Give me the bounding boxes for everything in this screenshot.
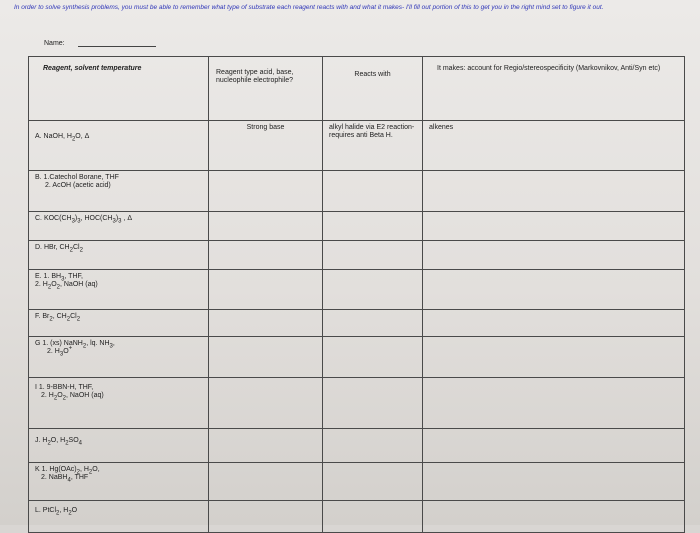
reacts-cell-f[interactable] bbox=[323, 310, 423, 337]
reacts-cell-a[interactable]: alkyl halide via E2 reaction- requires anti Beta H. bbox=[323, 121, 423, 171]
makes-cell-j[interactable] bbox=[423, 429, 685, 463]
reacts-cell-i[interactable] bbox=[323, 378, 423, 429]
header-type: Reagent type acid, base, nucleophile electrophile? bbox=[209, 57, 323, 121]
type-cell-f[interactable] bbox=[209, 310, 323, 337]
type-cell-e[interactable] bbox=[209, 270, 323, 310]
reacts-cell-k[interactable] bbox=[323, 463, 423, 501]
header-reacts-with: Reacts with bbox=[323, 57, 423, 121]
table-row bbox=[29, 121, 685, 171]
reagent-c: C. KOC(CH3)3, HOC(CH3)3 , Δ bbox=[29, 212, 209, 241]
reagent-e: E. 1. BH3, THF, 2. H2O2, NaOH (aq) bbox=[29, 270, 209, 310]
header-reagent: Reagent, solvent temperature bbox=[29, 57, 209, 121]
reagent-l: L. PtCl2, H2O bbox=[29, 501, 209, 533]
reacts-cell-e[interactable] bbox=[323, 270, 423, 310]
reacts-cell-b[interactable] bbox=[323, 171, 423, 212]
intro-text: In order to solve synthesis problems, you must be able to remember what type of substrate each reagent reacts with and what it makes- I'll fill out portion of this to get you in the right mind set to figure it out. bbox=[14, 4, 604, 11]
table-row bbox=[29, 463, 685, 501]
makes-cell-a[interactable]: alkenes bbox=[423, 121, 685, 171]
type-cell-i[interactable] bbox=[209, 378, 323, 429]
reacts-cell-l[interactable] bbox=[323, 501, 423, 533]
table-row bbox=[29, 241, 685, 270]
makes-cell-l[interactable] bbox=[423, 501, 685, 533]
makes-cell-k[interactable] bbox=[423, 463, 685, 501]
name-label: Name: bbox=[44, 40, 65, 47]
reagent-j: J. H2O, H2SO4 bbox=[29, 429, 209, 463]
type-cell-g[interactable] bbox=[209, 337, 323, 378]
header-row bbox=[29, 57, 685, 121]
table-row bbox=[29, 501, 685, 533]
type-cell-j[interactable] bbox=[209, 429, 323, 463]
reacts-cell-c[interactable] bbox=[323, 212, 423, 241]
reagent-i: I 1. 9-BBN-H, THF, 2. H2O2, NaOH (aq) bbox=[29, 378, 209, 429]
name-line[interactable] bbox=[78, 46, 156, 47]
reacts-cell-g[interactable] bbox=[323, 337, 423, 378]
reagent-g: G 1. (xs) NaNH2, lq. NH3, 2. H3O+ bbox=[29, 337, 209, 378]
table-row bbox=[29, 270, 685, 310]
makes-cell-i[interactable] bbox=[423, 378, 685, 429]
makes-cell-b[interactable] bbox=[423, 171, 685, 212]
table-row bbox=[29, 212, 685, 241]
table-row bbox=[29, 171, 685, 212]
type-cell-k[interactable] bbox=[209, 463, 323, 501]
table-row bbox=[29, 378, 685, 429]
table-row bbox=[29, 429, 685, 463]
makes-cell-f[interactable] bbox=[423, 310, 685, 337]
reagent-k: K 1. Hg(OAc)2, H2O, 2. NaBH4, THF bbox=[29, 463, 209, 501]
type-cell-l[interactable] bbox=[209, 501, 323, 533]
type-cell-b[interactable] bbox=[209, 171, 323, 212]
type-cell-a[interactable]: Strong base bbox=[209, 121, 323, 171]
reacts-cell-j[interactable] bbox=[323, 429, 423, 463]
makes-cell-c[interactable] bbox=[423, 212, 685, 241]
makes-cell-d[interactable] bbox=[423, 241, 685, 270]
reacts-cell-d[interactable] bbox=[323, 241, 423, 270]
type-cell-d[interactable] bbox=[209, 241, 323, 270]
reagent-f: F. Br2, CH2Cl2 bbox=[29, 310, 209, 337]
table-row bbox=[29, 310, 685, 337]
reagent-b: B. 1.Catechol Borane, THF 2. AcOH (acetic acid) bbox=[29, 171, 209, 212]
type-cell-c[interactable] bbox=[209, 212, 323, 241]
table-row bbox=[29, 337, 685, 378]
reagent-table bbox=[28, 56, 685, 533]
makes-cell-e[interactable] bbox=[423, 270, 685, 310]
header-makes: It makes: account for Regio/stereospecificity (Markovnikov, Anti/Syn etc) bbox=[423, 57, 685, 121]
reagent-a: A. NaOH, H2O, Δ bbox=[29, 121, 209, 171]
makes-cell-g[interactable] bbox=[423, 337, 685, 378]
reagent-d: D. HBr, CH2Cl2 bbox=[29, 241, 209, 270]
